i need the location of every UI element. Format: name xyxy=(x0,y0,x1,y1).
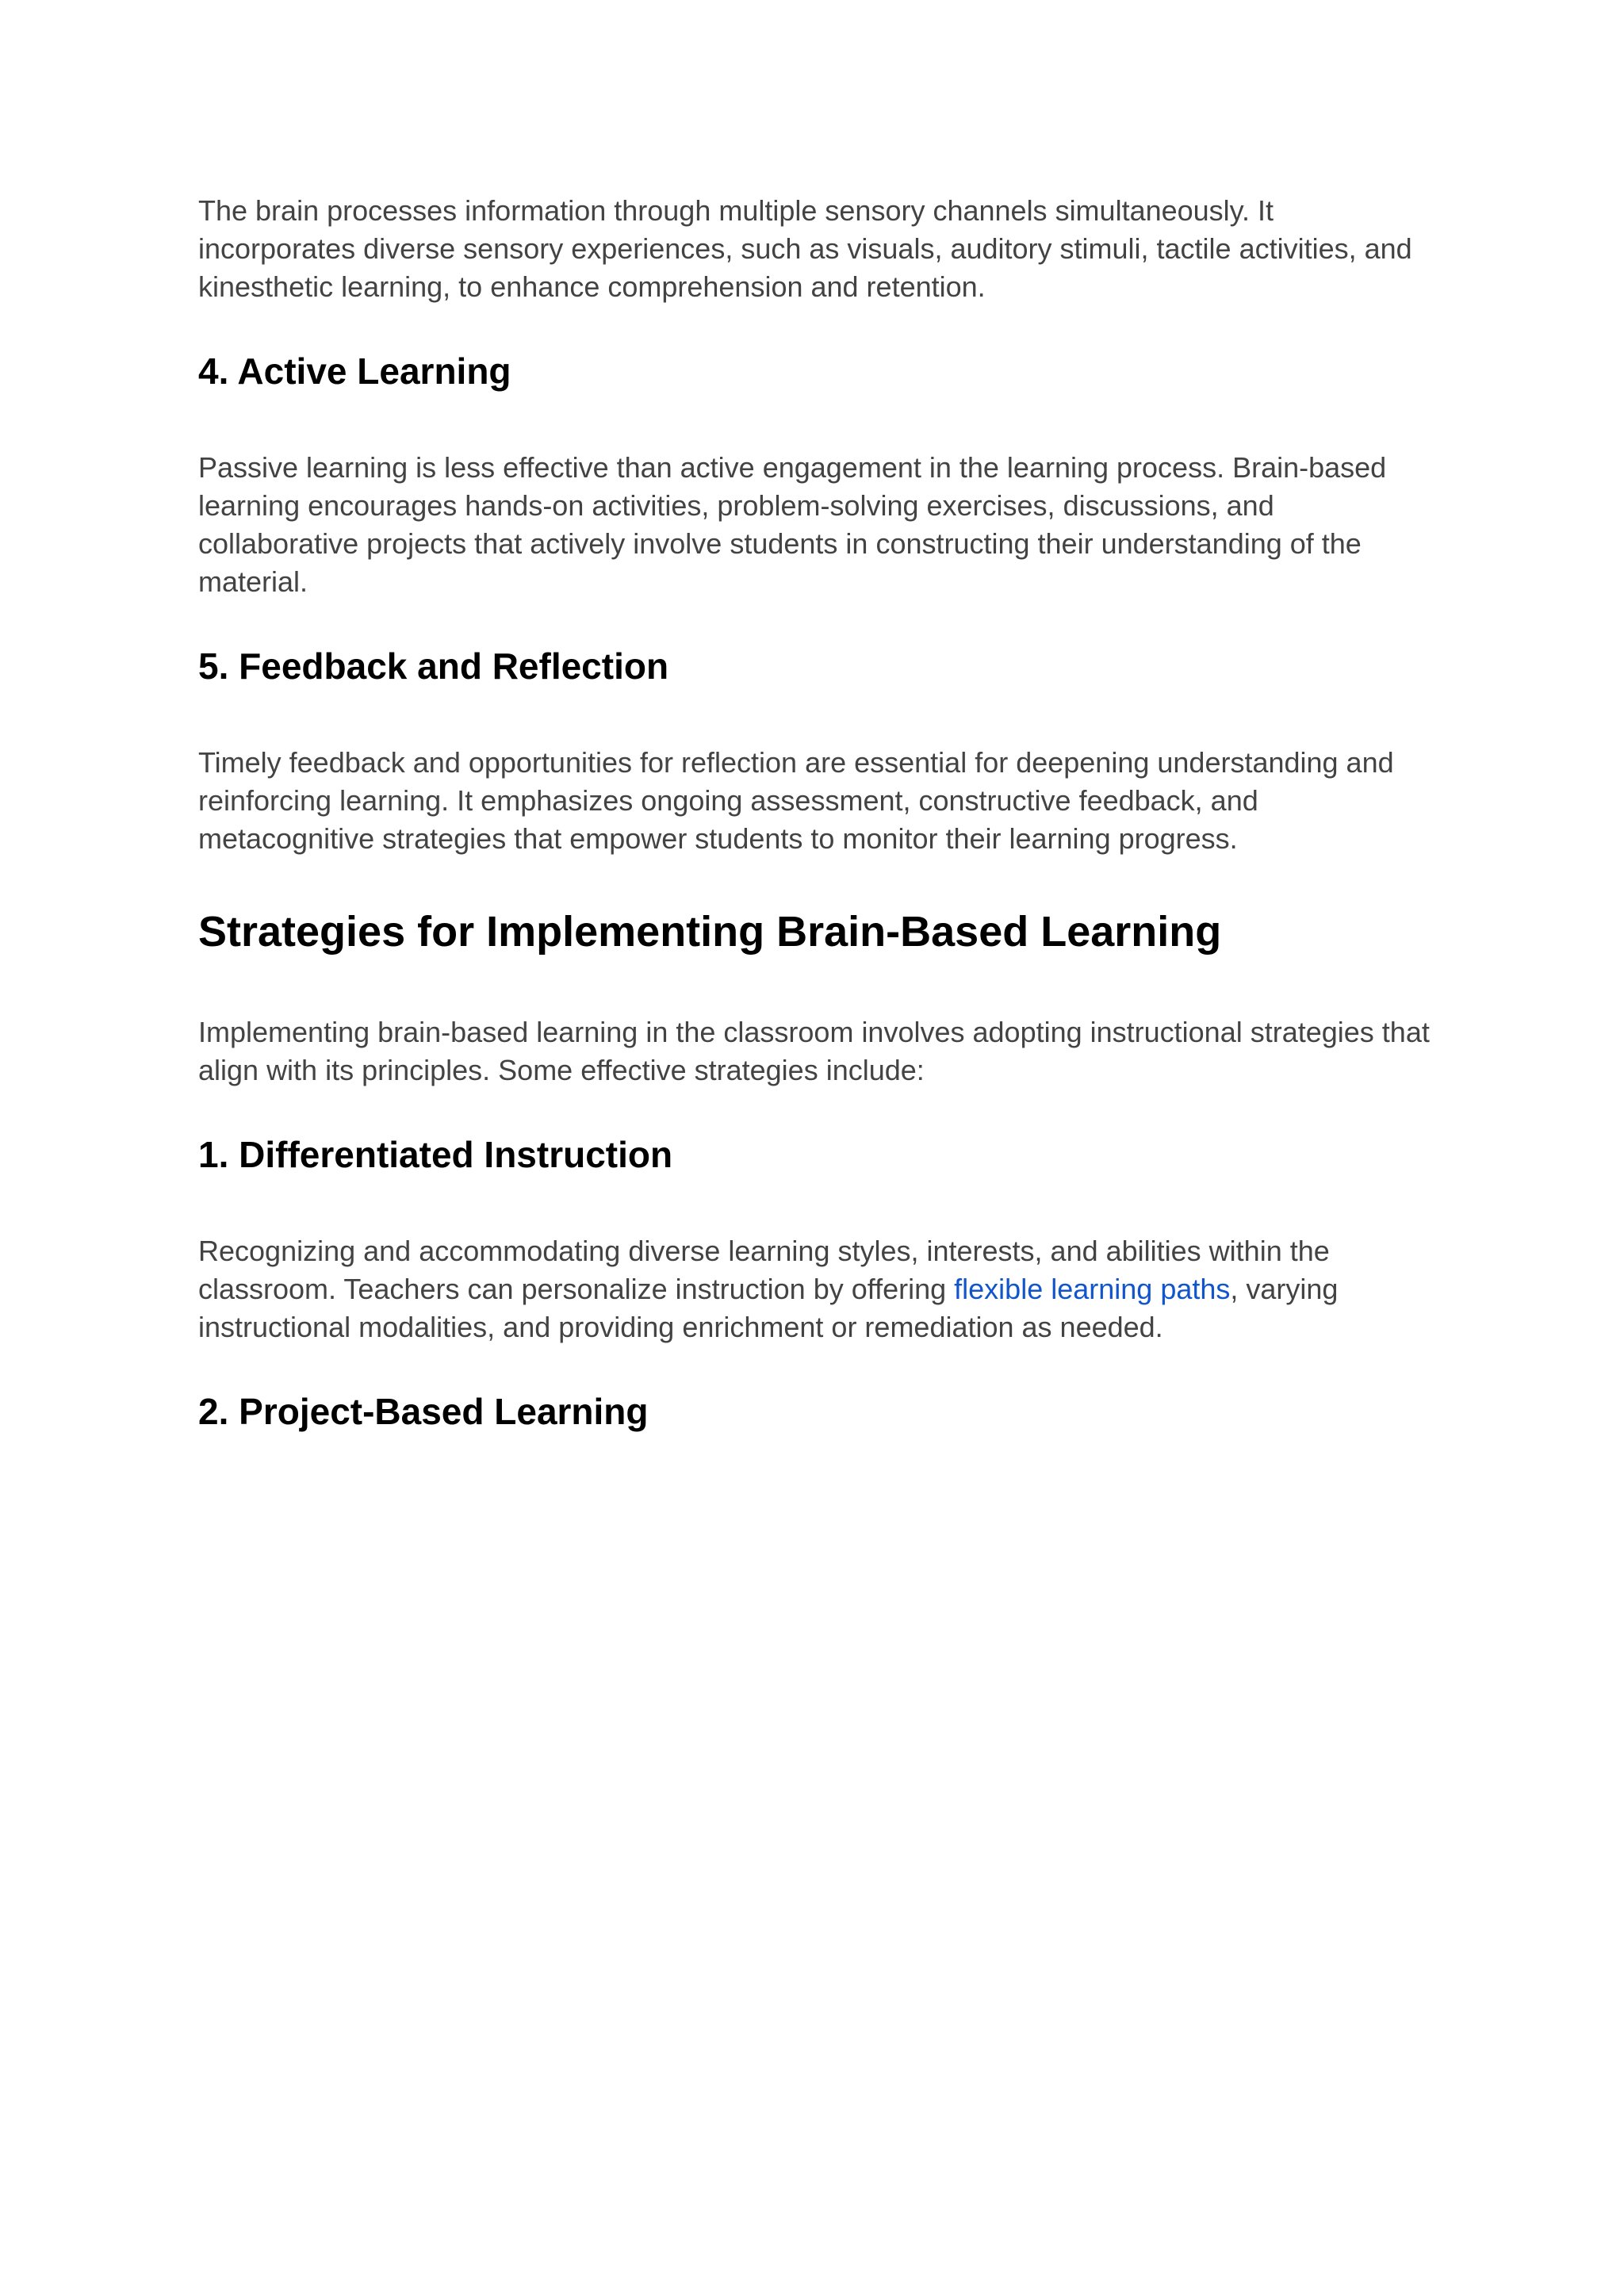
heading-active-learning: 4. Active Learning xyxy=(198,350,511,392)
document-page xyxy=(198,192,1435,1435)
paragraph-feedback-reflection: Timely feedback and opportunities for reflection are essential for deepening understanding and reinforcing learning. It emphasizes ongoing assessment, constructive feedback, and metacognitive strategies that empower students to monitor their learning progress. xyxy=(198,746,1394,855)
paragraph-strategies: Implementing brain-based learning in the classroom involves adopting instructional strategies that align with its principles. Some effective strategies include: xyxy=(198,1016,1430,1086)
paragraph-active-learning: Passive learning is less effective than active engagement in the learning process. Brain-based learning encourages hands-on activities, problem-solving exercises, discussions, and collaborative projects that actively involve students in constructing their understanding of the material. xyxy=(198,451,1387,598)
paragraph-text-after-link: , varying instructional modalities, and providing enrichment or remediation as needed. xyxy=(198,1273,1339,1343)
paragraph-text-before-link: Recognizing and accommodating diverse learning styles, interests, and abilities within the classroom. Teachers can personalize instruction by offering xyxy=(198,1235,1330,1305)
heading-strategies: Strategies for Implementing Brain-Based Learning xyxy=(198,908,1222,956)
paragraph-differentiated-instruction xyxy=(198,1232,1435,1346)
intro-paragraph: The brain processes information through multiple sensory channels simultaneously. It incorporates diverse sensory experiences, such as visuals, auditory stimuli, tactile activities, and kinesthetic learning, to enhance comprehension and retention. xyxy=(198,194,1412,303)
heading-project-based-learning: 2. Project-Based Learning xyxy=(198,1391,649,1432)
heading-feedback-reflection: 5. Feedback and Reflection xyxy=(198,645,669,687)
flexible-learning-paths-link[interactable]: flexible learning paths xyxy=(954,1273,1231,1305)
heading-differentiated-instruction: 1. Differentiated Instruction xyxy=(198,1134,673,1175)
